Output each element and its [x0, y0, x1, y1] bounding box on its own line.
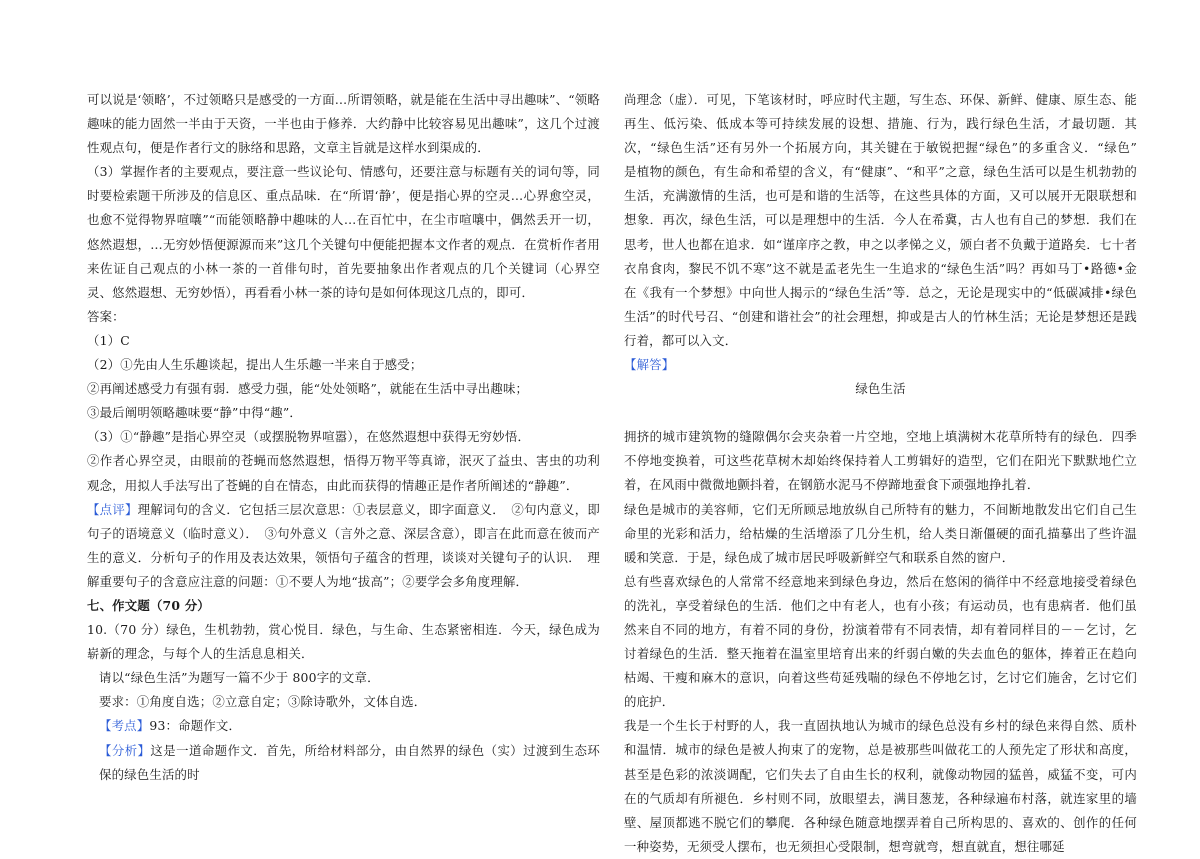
- paragraph-analysis-2: （3）掌握作者的主要观点，要注意一些议论句、情感句，还要注意与标题有关的词句等，同时要检索题干所涉及的信息区、重点品味．在“所谓‘静’，便是指心界的空灵…心界愈空灵，也愈不觉得物界喧嚷”“而能领略静中趣味的人…在百忙中，在尘市喧嚷中，偶然丢开一切，悠然遐想，…无穷妙悟便源源而来”这几个关键句中便能把握本文作者的观点．在赏析作者用来佐证自己观点的小林一茶的一首俳句时，首先要抽象出作者观点的几个关键词（心界空灵、悠然遐想、无穷妙悟），再看看小林一茶的诗句是如何体现这几点的，即可．: [87, 164, 600, 300]
- answer-5: （3）①“静趣”是指心界空灵（或摆脱物界喧嚣），在悠然遐想中获得无穷妙悟．: [87, 429, 531, 445]
- analysis-text: 这是一道命题作文．首先，所给材料部分，由自然界的绿色（实）过渡到生态环保的绿色生活的时: [99, 742, 600, 782]
- solution-tag: 【解答】: [624, 357, 675, 373]
- question-10: 10.（70 分）绿色，生机勃勃，赏心悦目．绿色，与生命、生态紧密相连．今天，绿色成为崭新的理念，与每个人的生活息息相关．: [87, 622, 600, 662]
- comment-paragraph: [87, 498, 600, 594]
- paragraph-analysis-1: 可以说是‘领略’，不过领略只是感受的一方面…所谓领略，就是能在生活中寻出趣味”、“领略趣味的能力固然一半由于天资，一半也由于修养．大约静中比较容易见出趣味”，这几个过渡性观点句，便是作者行文的脉络和思路，文章主旨就是这样水到渠成的．: [87, 92, 600, 156]
- spacer: [624, 401, 1137, 425]
- essay-paragraph-1: 拥挤的城市建筑物的缝隙偶尔会夹杂着一片空地，空地上填满树木花草所特有的绿色．四季不停地变换着，可这些花草树木却始终保持着人工剪辑好的造型，它们在阳光下默默地伫立着，在风雨中微微地颤抖着，在钢筋水泥马不停蹄地蚕食下顽强地挣扎着．: [624, 429, 1137, 493]
- answer-1: （1）C: [87, 332, 130, 348]
- exam-point-tag: 【考点】: [99, 718, 150, 734]
- analysis-continued: 尚理念（虚）．可见，下笔该材时，呼应时代主题，写生态、环保、新鲜、健康、原生态、能再生、低污染、低成本等可持续发展的设想、措施、行为，践行绿色生活，才最切题．其次，“绿色生活”还有另外一个拓展方向，其关键在于敏锐把握“绿色”的多重含义．“绿色” 是植物的颜色，有生命和希望的含义，有“健康”、“和平”之意，绿色生活可以是生机勃勃的生活，充满激情的生活，也可是和谐的生活等，在这些具体的方面，又可以展开无限联想和想象．再次，绿色生活，可以是理想中的生活．今人在希冀，古人也有自己的梦想．我们在思考，世人也都在追求．如“谨庠序之教，申之以孝悌之义，颁白者不负戴于道路矣．七十者衣帛食肉，黎民不饥不寒”这不就是孟老先生一生追求的“绿色生活”吗？再如马丁•路德•金在《我有一个梦想》中向世人揭示的“绿色生活”等．总之，无论是现实中的“低碳减排•绿色生活”的时代号召、“创建和谐社会”的社会理想，抑或是古人的竹林生活；无论是梦想还是践行着，都可以入文．: [624, 92, 1150, 348]
- essay-paragraph-4: 我是一个生长于村野的人，我一直固执地认为城市的绿色总没有乡村的绿色来得自然、质朴和温情．城市的绿色是被人拘束了的宠物，总是被那些叫做花工的人预先定了形状和高度，甚至是色彩的浓淡调配，它们失去了自由生长的权利，就像动物园的猛兽，威猛不变，可内在的气质却有所褪色．乡村则不同，放眼望去，满目葱茏，各种绿遍布村落，就连家里的墙壁、屋顶都逃不脱它们的攀爬．各种绿色随意地摆弄着自己所构思的、喜欢的、创作的任何一种姿势，无须受人摆布，也无须担心受限制，想弯就弯，想直就直，想往哪延: [624, 718, 1137, 854]
- essay-title: 绿色生活: [855, 381, 906, 397]
- exam-point-paragraph: [87, 714, 600, 738]
- answer-4: ③最后阐明领略趣味要“静”中得“趣”．: [87, 405, 302, 421]
- answer-3: ②再阐述感受力有强有弱．感受力强，能“处处领略”，就能在生活中寻出趣味；: [87, 381, 529, 397]
- answer-6: ②作者心界空灵，由眼前的苍蝇而悠然遐想，悟得万物平等真谛，泯灭了益虫、害虫的功利观念，用拟人手法写出了苍蝇的自在情态，由此而获得的情趣正是作者所阐述的“静趣”．: [87, 453, 600, 493]
- essay-paragraph-2: 绿色是城市的美容师，它们无所顾忌地放纵自己所特有的魅力，不间断地散发出它们自己生命里的光彩和活力，给枯燥的生活增添了几分生机，给人类日渐僵硬的面孔描摹出了些许温暖和笑意．于是，绿色成了城市居民呼吸新鲜空气和联系自然的窗户．: [624, 501, 1137, 565]
- section-heading: 七、作文题（70 分）: [87, 597, 210, 613]
- exam-point-text: 93：命题作文．: [149, 718, 242, 734]
- question-10-requirements: 要求：①角度自选；②立意自定；③除诗歌外，文体自选．: [99, 694, 427, 710]
- answer-2: （2）①先由人生乐趣谈起，提出人生乐趣一半来自于感受；: [87, 357, 423, 373]
- left-column: [87, 88, 600, 787]
- comment-tag: 【点评】: [87, 501, 138, 517]
- essay-paragraph-3: 总有些喜欢绿色的人常常不经意地来到绿色身边，然后在悠闲的徜徉中不经意地接受着绿色的洗礼，享受着绿色的生活．他们之中有老人，也有小孩；有运动员，也有患病者．他们虽然来自不同的地方，有着不同的身份，扮演着带有不同表情，却有着同样目的－－乞讨，乞讨着绿色的生活．整天拖着在温室里培育出来的纤弱白嫩的失去血色的躯体，捧着正在趋向枯竭、干瘦和麻木的意识，向着这些苟延残喘的绿色不停地乞讨，乞讨它们施舍，乞讨它们的庇护．: [624, 573, 1137, 710]
- answer-label: 答案：: [87, 308, 125, 324]
- analysis-paragraph: [87, 739, 600, 787]
- right-column: [624, 88, 1150, 859]
- comment-text: 理解词句的含义．它包括三层次意思：①表层意义，即字面意义． ②句内意义，即句子的语境意义（临时意义）． ③句外意义（言外之意、深层含意），即言在此而意在彼而产生的意义．分析句子的作用及表达效果，领悟句子蕴含的哲理，谈谈对关键句子的认识． 理解重要句子的含意应注意的问题：①不要人为地“拔高”；②要学会多角度理解．: [87, 501, 600, 589]
- analysis-tag: 【分析】: [99, 742, 151, 758]
- question-10-prompt: 请以“绿色生活”为题写一篇不少于 800字的文章．: [99, 670, 380, 686]
